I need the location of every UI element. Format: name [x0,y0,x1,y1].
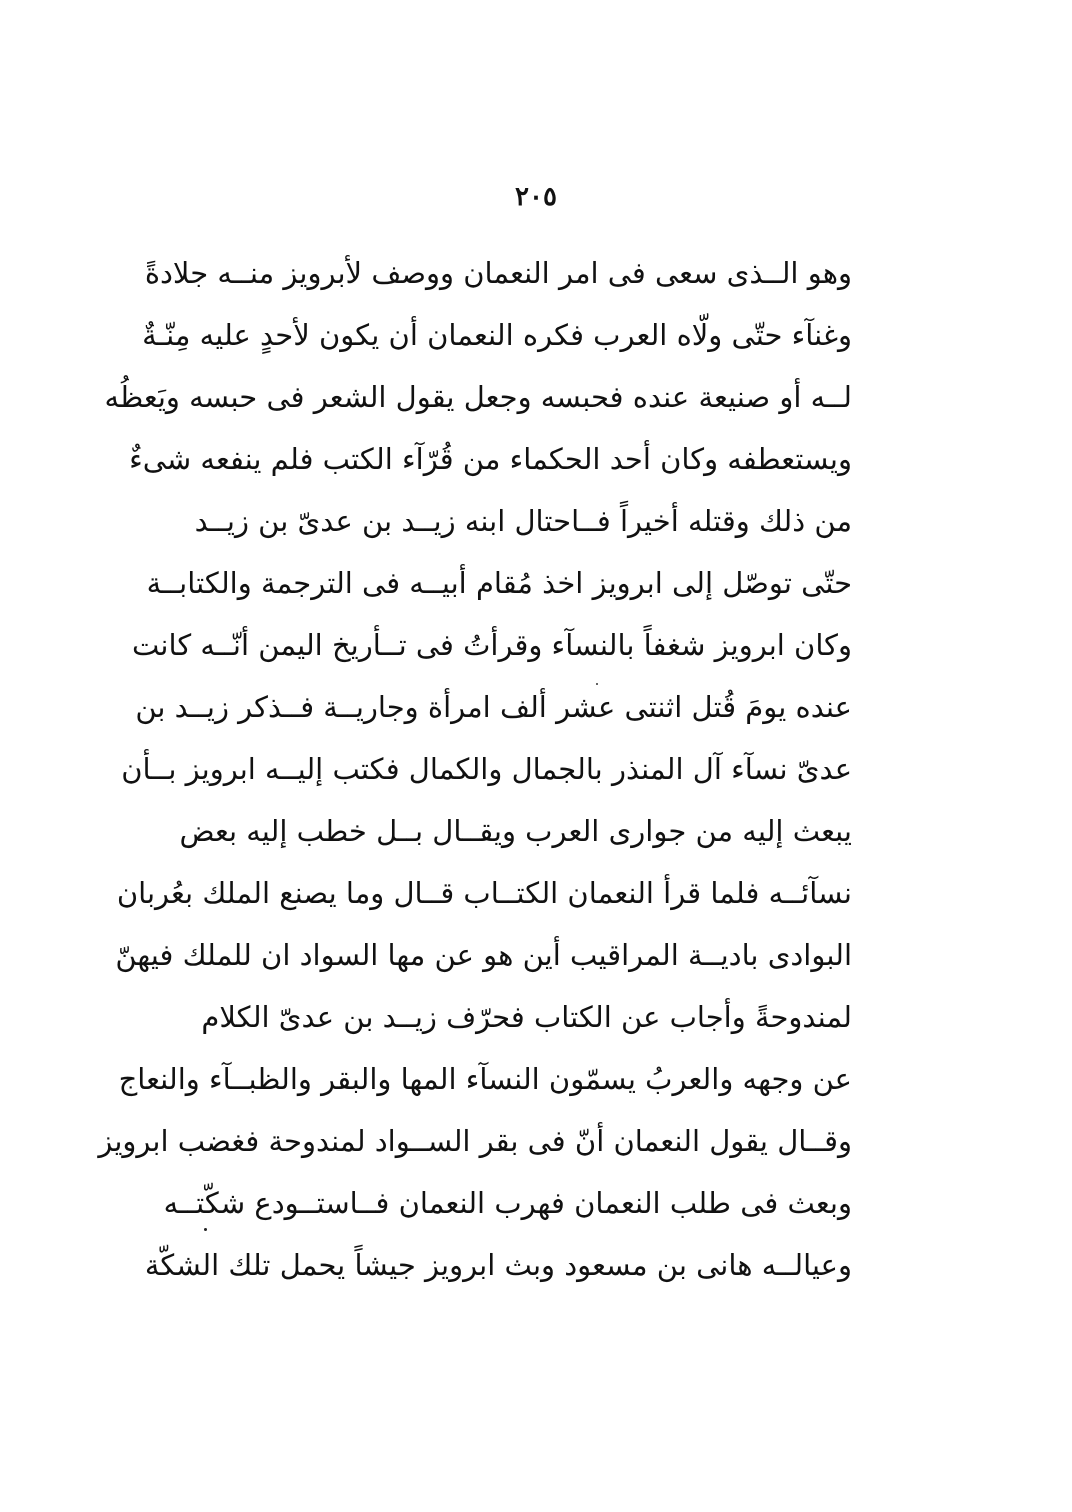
text-line: وهو الــذى سعى فى امر النعمان ووصف لأبرويز منــه جلادةً [144,256,852,290]
text-line: وعيالــه هانى بن مسعود وبث ابرويز جيشاً يحمل تلك الشكّة [144,1248,852,1282]
text-line: البوادى باديــة المراقيب أين هو عن مها السواد ان للملك فيهنّ [115,938,852,972]
text-line: يبعث إليه من جوارى العرب ويقــال بــل خطب إليه بعض [179,814,852,848]
text-line: عن وجهه والعربُ يسمّون النسآء المها والبقر والظبــآء والنعاج [118,1062,852,1096]
text-line: لمندوحةً وأجاب عن الكتاب فحرّف زيــد بن عدىّ الكلام [201,1000,852,1034]
text-line: وقــال يقول النعمان أنّ فى بقر الســواد لمندوحة فغضب ابرويز [98,1124,852,1158]
scan-speck [204,1228,207,1231]
text-line: لــه أو صنيعة عنده فحبسه وجعل يقول الشعر فى حبسه ويَعظُه [104,380,852,414]
page-number: ٢٠٥ [515,182,557,212]
body-text [98,242,852,1296]
text-line: وغنآء حتّى ولّاه العرب فكره النعمان أن يكون لأحدٍ عليه مِنّـةٌ [142,318,852,352]
text-line: وبعث فى طلب النعمان فهرب النعمان فــاستــودع شكّتــه [163,1186,852,1220]
text-line: حتّى توصّل إلى ابرويز اخذ مُقام أبيــه فى الترجمة والكتابــة [146,566,852,600]
scan-speck [596,683,598,685]
text-line: عدىّ نسآء آل المنذر بالجمال والكمال فكتب إليــه ابرويز بــأن [121,752,852,786]
text-line: نسآئــه فلما قرأ النعمان الكتــاب قــال وما يصنع الملك بعُربان [116,876,852,910]
text-line: من ذلك وقتله أخيراً فــاحتال ابنه زيــد بن عدىّ بن زيــد [194,504,852,538]
text-line: ويستعطفه وكان أحد الحكماء من قُرّآء الكتب فلم ينفعه شىءٌ [129,442,852,476]
text-line: وكان ابرويز شغفاً بالنسآء وقرأتُ فى تــأريخ اليمن أنّــه كانت [131,628,852,662]
text-line: عنده يومَ قُتل اثنتى عشر ألف امرأة وجاريــة فــذكر زيــد بن [135,690,852,724]
